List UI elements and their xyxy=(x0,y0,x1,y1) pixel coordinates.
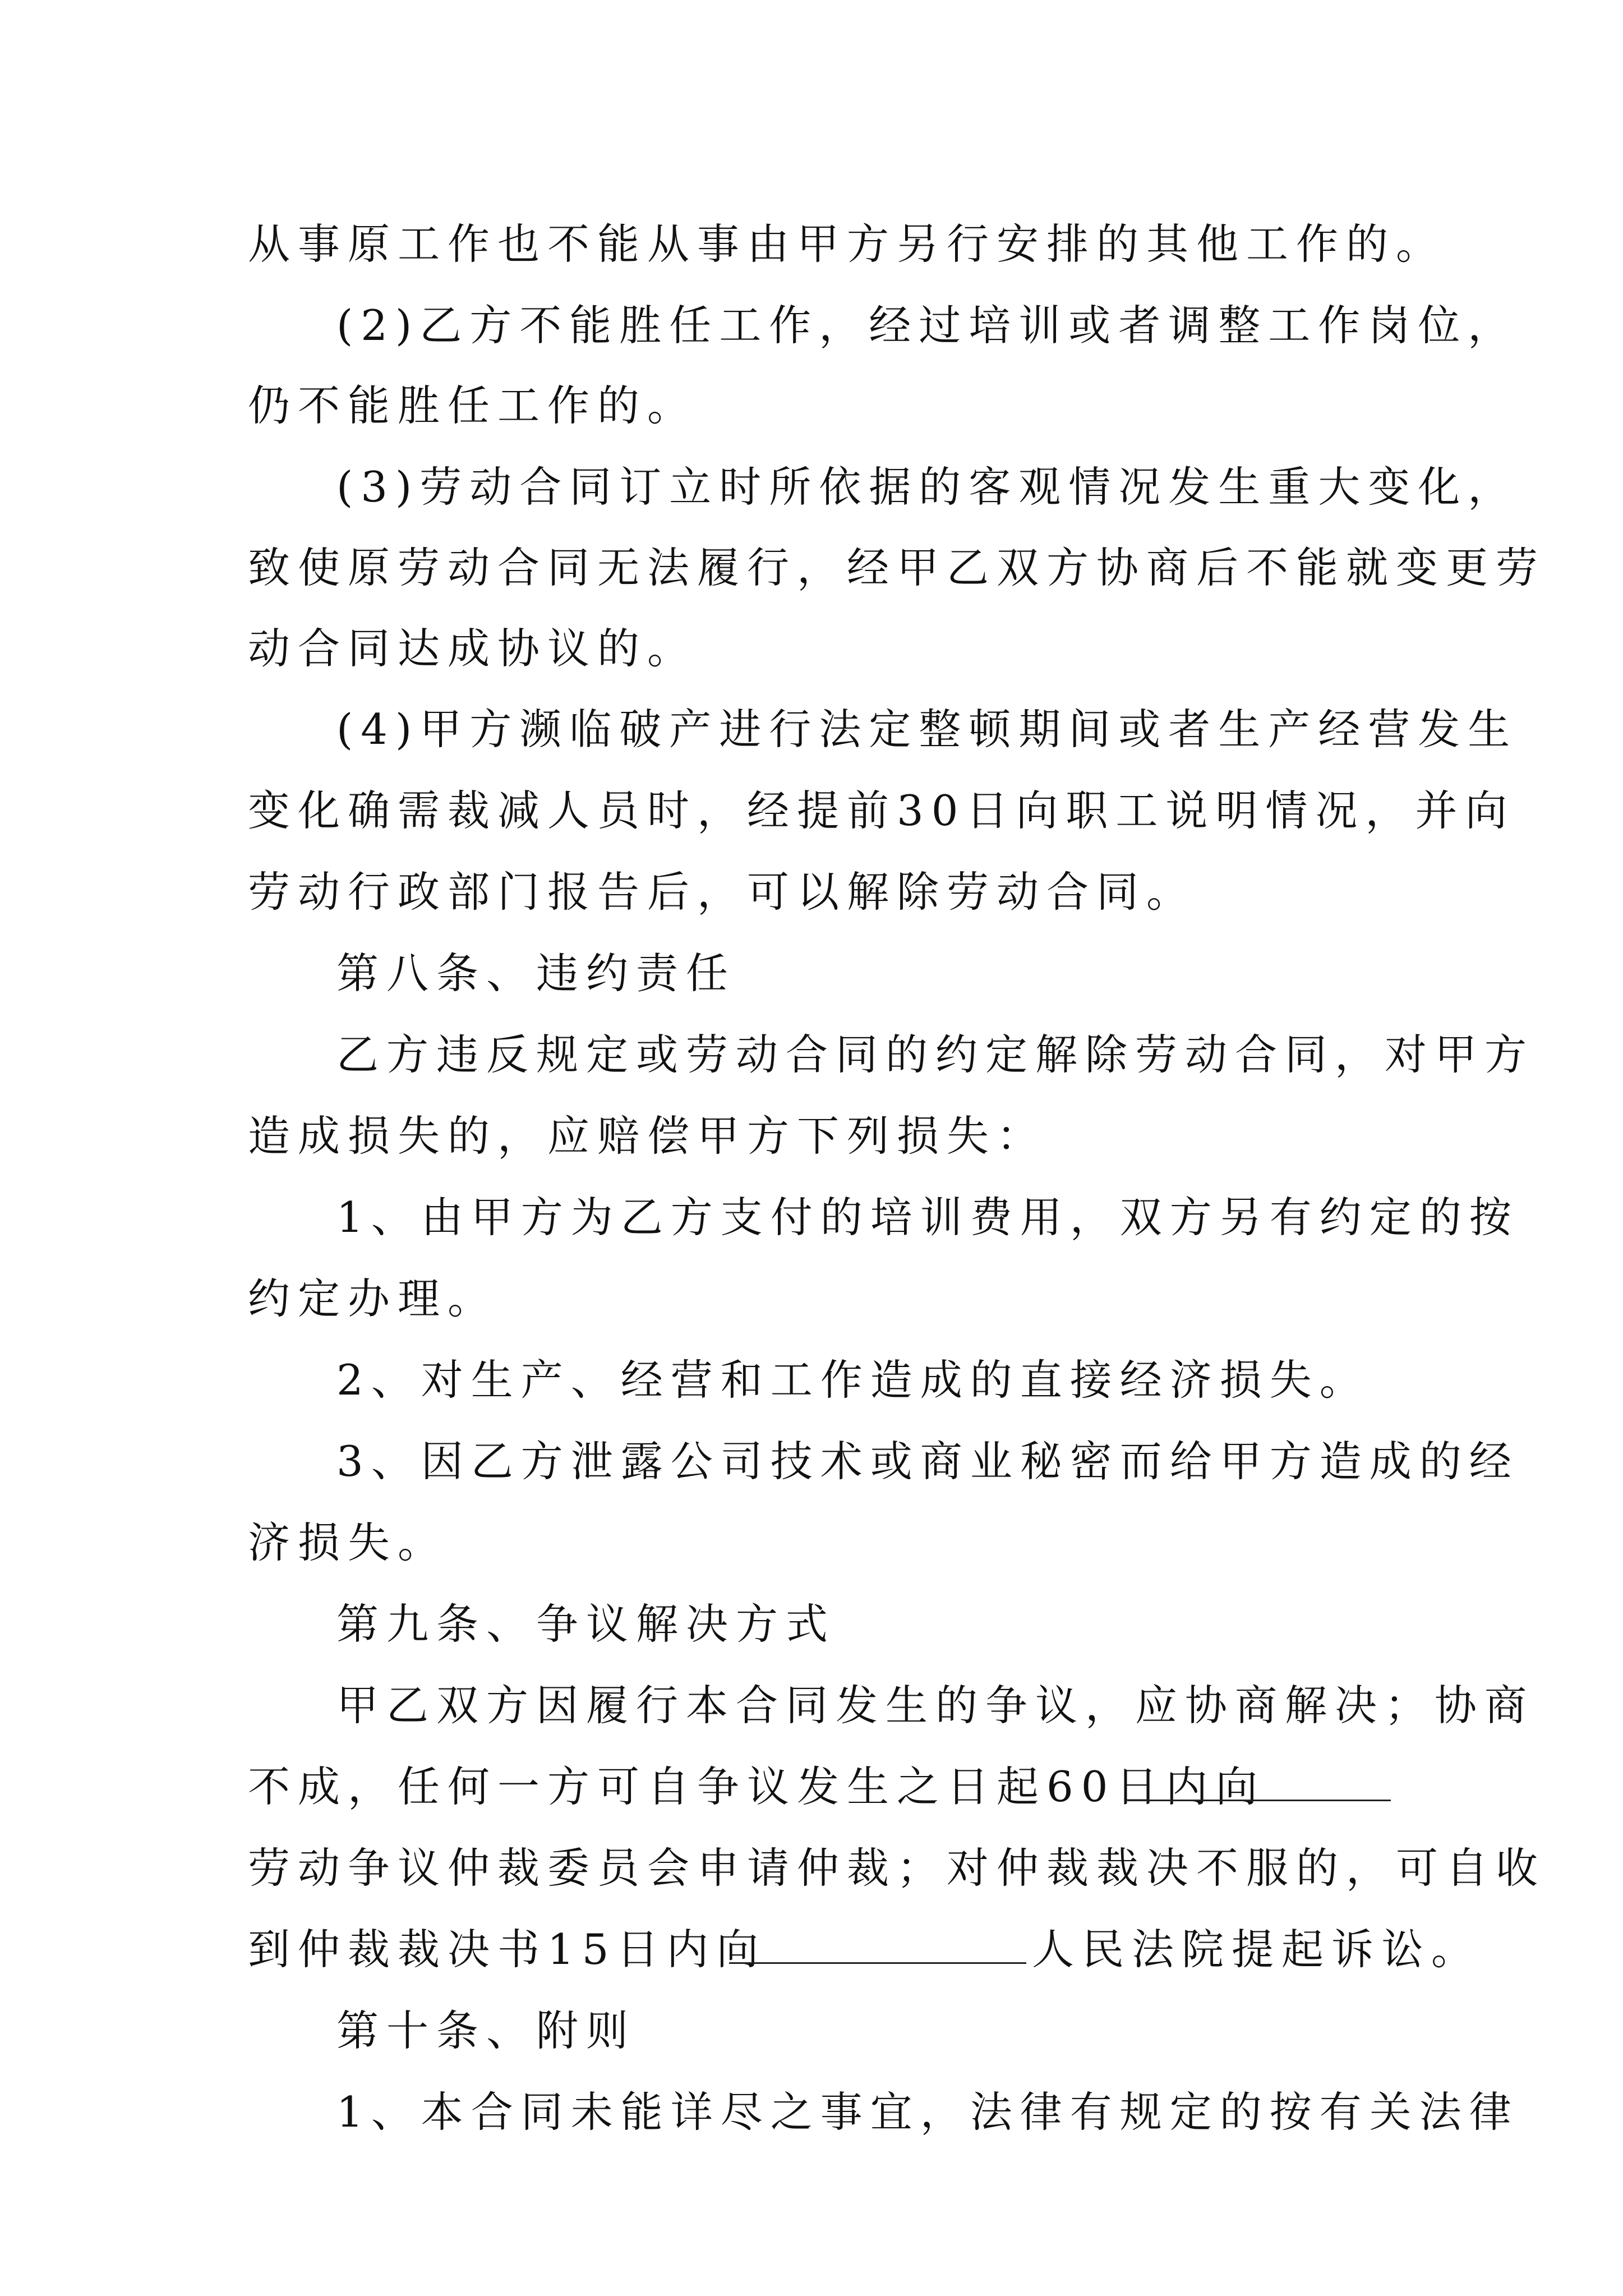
text-line xyxy=(0,606,1623,691)
fill-in-blank xyxy=(729,1962,1026,1964)
text-line xyxy=(0,1663,1623,1747)
text-line xyxy=(0,1419,1623,1503)
text-line xyxy=(0,283,1623,367)
text-line xyxy=(0,1501,1623,1585)
line-text: 变化确需裁减人员时，经提前30日向职工说明情况，并向 xyxy=(248,786,1515,835)
text-line xyxy=(0,1175,1623,1259)
text-line xyxy=(0,1907,1623,1991)
line-text: 甲乙双方因履行本合同发生的争议，应协商解决；协商 xyxy=(336,1681,1535,1730)
section-heading: 第八条、违约责任 xyxy=(336,949,736,998)
line-text: 劳动行政部门报告后，可以解除劳动合同。 xyxy=(248,867,1197,917)
text-line xyxy=(0,445,1623,529)
text-line xyxy=(0,2070,1623,2154)
text-line xyxy=(0,1094,1623,1178)
text-line xyxy=(0,1989,1623,2073)
line-text: 不成，任何一方可自争议发生之日起60日内向 xyxy=(248,1762,1266,1811)
text-line xyxy=(0,1257,1623,1341)
line-text: 致使原劳动合同无法履行，经甲乙双方协商后不能就变更劳 xyxy=(248,543,1546,592)
text-line xyxy=(0,687,1623,771)
line-text: 仍不能胜任工作的。 xyxy=(248,381,698,430)
fill-in-blank xyxy=(1127,1800,1391,1801)
text-line xyxy=(0,1582,1623,1666)
line-text: 动合同达成协议的。 xyxy=(248,624,698,673)
line-text: 约定办理。 xyxy=(248,1274,498,1323)
line-text: (4)甲方濒临破产进行法定整顿期间或者生产经营发生 xyxy=(336,705,1518,754)
line-text: (3)劳动合同订立时所依据的客观情况发生重大变化， xyxy=(336,462,1518,512)
text-line xyxy=(0,526,1623,610)
line-text: 劳动争议仲裁委员会申请仲裁；对仲裁裁决不服的，可自收 xyxy=(248,1843,1546,1893)
text-line xyxy=(0,202,1623,286)
text-line xyxy=(0,1745,1623,1829)
line-text: 2、对生产、经营和工作造成的直接经济损失。 xyxy=(336,1355,1370,1405)
line-text: 3、因乙方泄露公司技术或商业秘密而给甲方造成的经 xyxy=(336,1437,1519,1486)
line-text: 1、本合同未能详尽之事宜，法律有规定的按有关法律 xyxy=(336,2087,1519,2137)
text-line xyxy=(0,1338,1623,1422)
line-text: 济损失。 xyxy=(248,1518,448,1567)
line-text: (2)乙方不能胜任工作，经过培训或者调整工作岗位， xyxy=(336,301,1518,350)
line-text: 从事原工作也不能从事由甲方另行安排的其他工作的。 xyxy=(248,219,1446,269)
line-text: 到仲裁裁决书15日内向 xyxy=(248,1925,767,1974)
text-line xyxy=(0,850,1623,934)
line-text: 造成损失的，应赔偿甲方下列损失： xyxy=(248,1111,1047,1161)
line-text: 人民法院提起诉讼。 xyxy=(1032,1925,1482,1974)
text-line xyxy=(0,769,1623,853)
line-text: 乙方违反规定或劳动合同的约定解除劳动合同，对甲方 xyxy=(336,1030,1535,1079)
text-line xyxy=(0,364,1623,448)
section-heading: 第十条、附则 xyxy=(336,2006,637,2055)
text-line xyxy=(0,1826,1623,1910)
line-text: 1、由甲方为乙方支付的培训费用，双方另有约定的按 xyxy=(336,1193,1519,1242)
text-line xyxy=(0,931,1623,1015)
text-line xyxy=(0,1013,1623,1097)
section-heading: 第九条、争议解决方式 xyxy=(336,1599,836,1649)
